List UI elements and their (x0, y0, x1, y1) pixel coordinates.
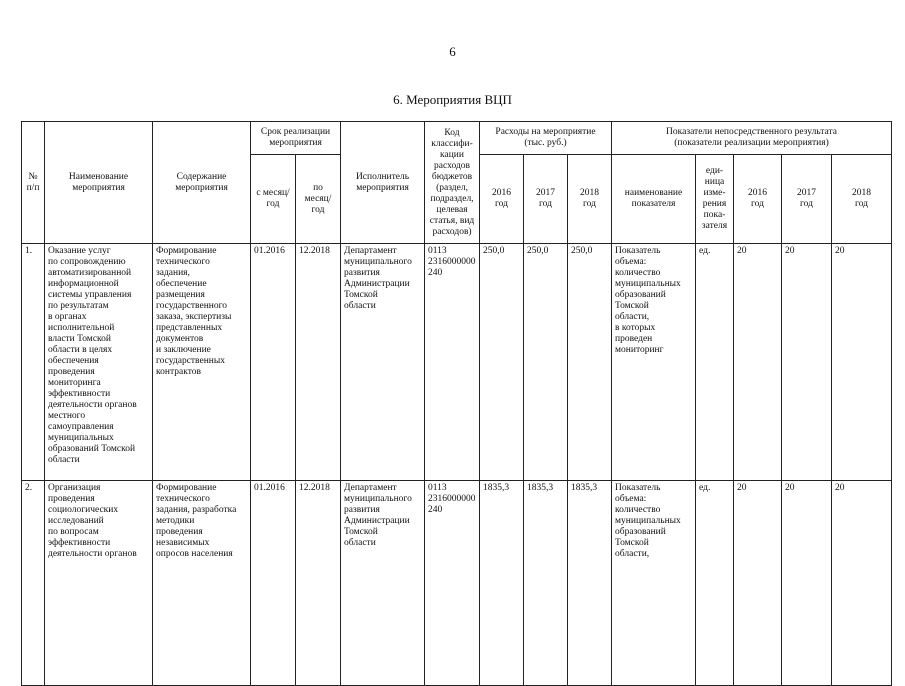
header-exp-2016: 2016 год (480, 155, 524, 244)
cell-exp-2018: 1835,3 (568, 481, 612, 686)
activities-table (21, 121, 892, 686)
cell-indicator-name: Показатель объема: количество муниципальных образований Томской области, в которых проведен мониторинг (612, 244, 696, 481)
page-number: 6 (449, 44, 456, 59)
header-executor: Исполнитель мероприятия (341, 122, 425, 244)
cell-res-2018: 20 (832, 481, 892, 686)
header-name: Наименование мероприятия (45, 122, 153, 244)
cell-res-2016: 20 (734, 481, 782, 686)
header-content: Содержание мероприятия (153, 122, 251, 244)
header-num: № п/п (22, 122, 45, 244)
cell-res-2018: 20 (832, 244, 892, 481)
cell-period-to: 12.2018 (296, 481, 341, 686)
header-exp-2017: 2017 год (524, 155, 568, 244)
header-res-2016: 2016 год (734, 155, 782, 244)
cell-exp-2017: 250,0 (524, 244, 568, 481)
header-period-from: с месяц/ год (251, 155, 296, 244)
cell-budget-code: 0113 2316000000 240 (425, 481, 480, 686)
cell-num: 2. (22, 481, 45, 686)
header-indicator-name: наименование показателя (612, 155, 696, 244)
cell-period-from: 01.2016 (251, 481, 296, 686)
cell-name: Оказание услуг по сопровождению автоматизированной информационной системы управления по результатам в органах исполнительной власти Томской области в целях обеспечения проведения мониторинга эффективности деятельности органов местного самоуправления муниципальных образований Томской области (45, 244, 153, 481)
header-expenses-group: Расходы на мероприятие (тыс. руб.) (480, 122, 612, 155)
cell-res-2017: 20 (782, 244, 832, 481)
cell-name: Организация проведения социологических исследований по вопросам эффективности деятельности органов (45, 481, 153, 686)
header-results-group: Показатели непосредственного результата (показатели реализации мероприятия) (612, 122, 892, 155)
cell-executor: Департамент муниципального развития Администрации Томской области (341, 481, 425, 686)
cell-exp-2016: 250,0 (480, 244, 524, 481)
header-period-to: по месяц/ год (296, 155, 341, 244)
header-period-group: Срок реализации мероприятия (251, 122, 341, 155)
cell-exp-2016: 1835,3 (480, 481, 524, 686)
section-title: 6. Мероприятия ВЦП (393, 92, 512, 107)
cell-executor: Департамент муниципального развития Администрации Томской области (341, 244, 425, 481)
cell-res-2017: 20 (782, 481, 832, 686)
header-exp-2018: 2018 год (568, 155, 612, 244)
cell-res-2016: 20 (734, 244, 782, 481)
cell-content: Формирование технического задания, разработка методики проведения независимых опросов населения (153, 481, 251, 686)
cell-budget-code: 0113 2316000000 240 (425, 244, 480, 481)
cell-num: 1. (22, 244, 45, 481)
cell-period-to: 12.2018 (296, 244, 341, 481)
header-res-2017: 2017 год (782, 155, 832, 244)
cell-exp-2018: 250,0 (568, 244, 612, 481)
header-row-1 (22, 122, 892, 155)
cell-unit: ед. (696, 244, 734, 481)
cell-period-from: 01.2016 (251, 244, 296, 481)
table-row (22, 244, 892, 481)
table-row (22, 481, 892, 686)
cell-content: Формирование технического задания, обеспечение размещения государственного заказа, экспертизы представленных документов и заключение государственных контрактов (153, 244, 251, 481)
cell-unit: ед. (696, 481, 734, 686)
header-budget-code: Код классифи- кации расходов бюджетов (раздел, подраздел, целевая статья, вид расходов) (425, 122, 480, 244)
header-res-2018: 2018 год (832, 155, 892, 244)
cell-indicator-name: Показатель объема: количество муниципальных образований Томской области, (612, 481, 696, 686)
header-unit: еди- ница изме- рения пока- зателя (696, 155, 734, 244)
cell-exp-2017: 1835,3 (524, 481, 568, 686)
